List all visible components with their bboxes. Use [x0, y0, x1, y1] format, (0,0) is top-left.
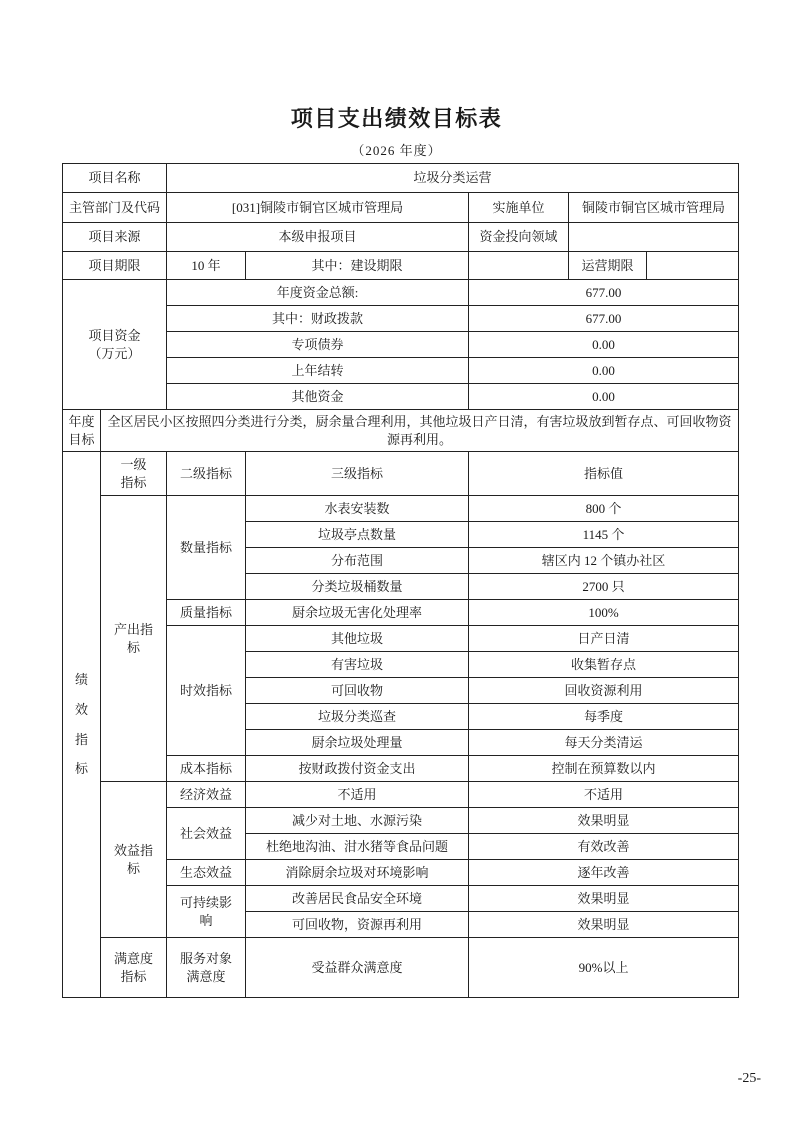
indicator-name: 改善居民食品安全环境 [246, 886, 469, 912]
indicator-name: 可回收物，资源再利用 [246, 912, 469, 938]
level2-quality: 质量指标 [167, 600, 246, 626]
build-period-label: 其中：建设期限 [246, 252, 469, 280]
indicator-value: 日产日清 [469, 626, 739, 652]
indicator-name: 消除厨余垃圾对环境影响 [246, 860, 469, 886]
funds-carryover-value: 0.00 [469, 358, 739, 384]
indicator-name: 厨余垃圾无害化处理率 [246, 600, 469, 626]
indicator-name: 分布范围 [246, 548, 469, 574]
indicator-value: 效果明显 [469, 912, 739, 938]
indicator-name: 按财政拨付资金支出 [246, 756, 469, 782]
indicator-value: 有效改善 [469, 834, 739, 860]
period-value: 10 年 [167, 252, 246, 280]
level2-sustainable: 可持续影响 [167, 886, 246, 938]
dept-value: [031]铜陵市铜官区城市管理局 [167, 193, 469, 223]
source-value: 本级申报项目 [167, 223, 469, 252]
perf-side-label: 绩效指标 [63, 452, 101, 998]
invest-field-value [569, 223, 739, 252]
source-label: 项目来源 [63, 223, 167, 252]
indicator-value: 2700 只 [469, 574, 739, 600]
build-period-value [469, 252, 569, 280]
project-name-label: 项目名称 [63, 164, 167, 193]
indicator-value: 辖区内 12 个镇办社区 [469, 548, 739, 574]
invest-field-label: 资金投向领域 [469, 223, 569, 252]
indicator-value: 控制在预算数以内 [469, 756, 739, 782]
indicator-value: 不适用 [469, 782, 739, 808]
indicator-name: 减少对土地、水源污染 [246, 808, 469, 834]
indicator-value: 90%以上 [469, 938, 739, 998]
header-level2: 二级指标 [167, 452, 246, 496]
indicator-value: 1145 个 [469, 522, 739, 548]
indicator-value: 800 个 [469, 496, 739, 522]
page-number: -25- [737, 1071, 761, 1086]
indicator-name: 水表安装数 [246, 496, 469, 522]
header-level3: 三级指标 [246, 452, 469, 496]
funds-total-label: 年度资金总额: [167, 280, 469, 306]
funds-fiscal-label: 其中：财政拨款 [167, 306, 469, 332]
indicator-value: 每季度 [469, 704, 739, 730]
indicator-name: 杜绝地沟油、泔水猪等食品问题 [246, 834, 469, 860]
indicator-name: 垃圾分类巡查 [246, 704, 469, 730]
funds-fiscal-value: 677.00 [469, 306, 739, 332]
dept-label: 主管部门及代码 [63, 193, 167, 223]
header-level1: 一级指标 [101, 452, 167, 496]
page-subtitle: （2026 年度） [351, 143, 442, 158]
funds-other-value: 0.00 [469, 384, 739, 410]
indicator-value: 逐年改善 [469, 860, 739, 886]
indicator-name: 不适用 [246, 782, 469, 808]
level2-ecological: 生态效益 [167, 860, 246, 886]
funds-label: 项目资金（万元） [63, 280, 167, 410]
funds-bond-label: 专项债券 [167, 332, 469, 358]
funds-total-value: 677.00 [469, 280, 739, 306]
performance-target-table [62, 163, 739, 998]
indicator-name: 受益群众满意度 [246, 938, 469, 998]
level2-economic: 经济效益 [167, 782, 246, 808]
indicator-value: 效果明显 [469, 808, 739, 834]
level2-social: 社会效益 [167, 808, 246, 860]
impl-unit-value: 铜陵市铜官区城市管理局 [569, 193, 739, 223]
indicator-name: 有害垃圾 [246, 652, 469, 678]
level2-timeliness: 时效指标 [167, 626, 246, 756]
funds-other-label: 其他资金 [167, 384, 469, 410]
indicator-name: 其他垃圾 [246, 626, 469, 652]
annual-goal-label: 年度目标 [63, 410, 101, 452]
indicator-value: 收集暂存点 [469, 652, 739, 678]
funds-carryover-label: 上年结转 [167, 358, 469, 384]
indicator-name: 厨余垃圾处理量 [246, 730, 469, 756]
indicator-value: 每天分类清运 [469, 730, 739, 756]
indicator-name: 分类垃圾桶数量 [246, 574, 469, 600]
funds-bond-value: 0.00 [469, 332, 739, 358]
project-name-value: 垃圾分类运营 [167, 164, 739, 193]
indicator-value: 回收资源利用 [469, 678, 739, 704]
page-title: 项目支出绩效目标表 [290, 106, 503, 131]
op-period-label: 运营期限 [569, 252, 647, 280]
impl-unit-label: 实施单位 [469, 193, 569, 223]
indicator-name: 可回收物 [246, 678, 469, 704]
header-value: 指标值 [469, 452, 739, 496]
level1-satisfaction: 满意度指标 [101, 938, 167, 998]
op-period-value [647, 252, 739, 280]
level2-cost: 成本指标 [167, 756, 246, 782]
period-label: 项目期限 [63, 252, 167, 280]
indicator-value: 100% [469, 600, 739, 626]
indicator-name: 垃圾亭点数量 [246, 522, 469, 548]
indicator-value: 效果明显 [469, 886, 739, 912]
level2-service: 服务对象满意度 [167, 938, 246, 998]
level1-output: 产出指标 [101, 496, 167, 782]
level1-benefit: 效益指标 [101, 782, 167, 938]
annual-goal-text: 全区居民小区按照四分类进行分类，厨余量合理利用，其他垃圾日产日清，有害垃圾放到暂存点、可回收物资源再利用。 [101, 410, 739, 452]
level2-quantity: 数量指标 [167, 496, 246, 600]
